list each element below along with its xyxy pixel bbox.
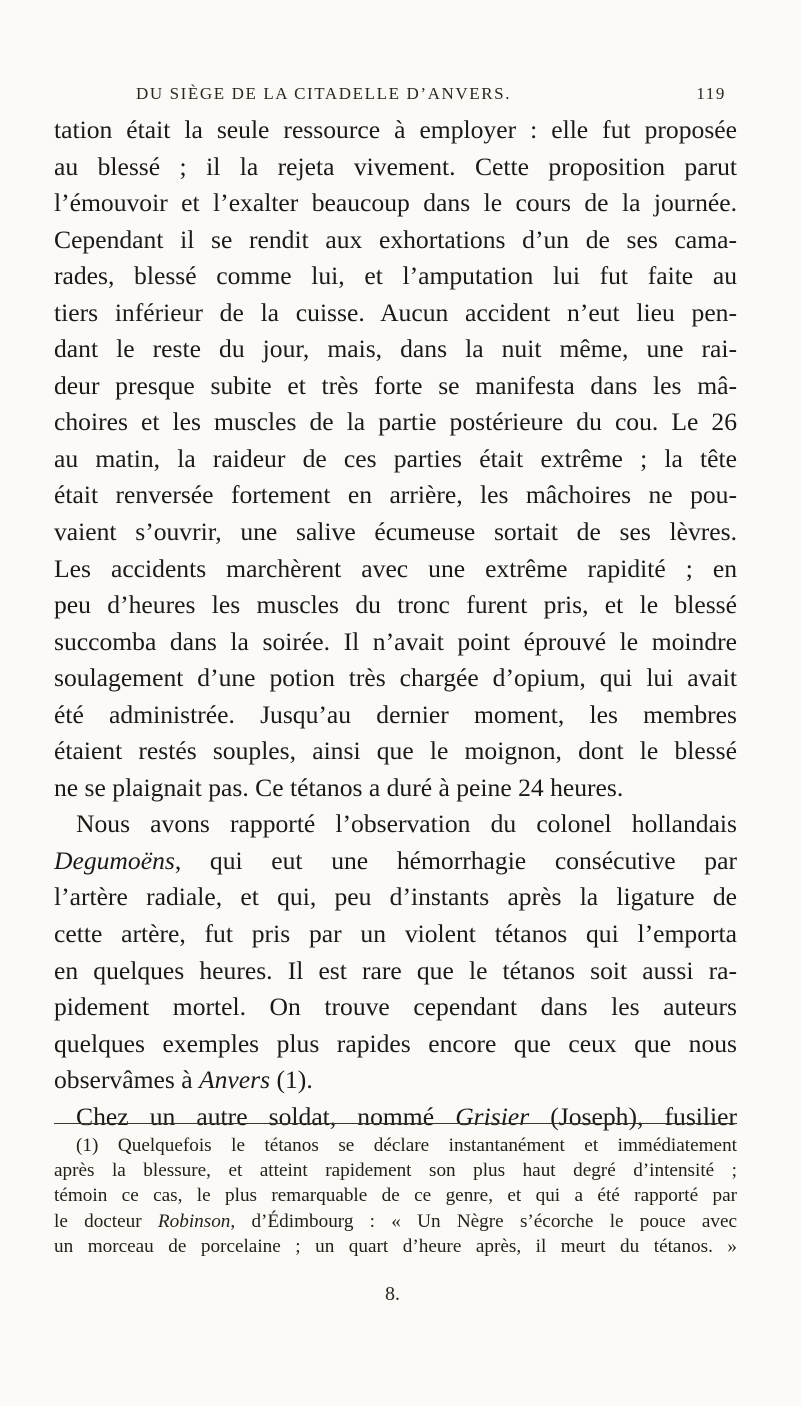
footnote-separator	[54, 1123, 737, 1124]
text-line: cette artère, fut pris par un violent tétanos qui l’emporta	[54, 919, 737, 949]
text-line: dant le reste du jour, mais, dans la nuit même, une rai-	[54, 334, 737, 364]
text-line: Nous avons rapporté l’observation du colonel hollandais	[76, 809, 737, 839]
text-line: l’artère radiale, et qui, peu d’instants après la ligature de	[54, 882, 737, 912]
text-line: peu d’heures les muscles du tronc furent pris, et le blessé	[54, 590, 737, 620]
footnote-reference: (1).	[276, 1065, 313, 1095]
running-head	[136, 84, 726, 108]
text-line-start: Chez un autre soldat, nommé	[76, 1101, 435, 1131]
name-robinson: Robinson	[157, 1210, 231, 1232]
text-line: Cependant il se rendit aux exhortations d’un de ses cama-	[54, 224, 737, 254]
running-head-title: DU SIÈGE DE LA CITADELLE D’ANVERS.	[136, 84, 512, 103]
text-line: l’émouvoir et l’exalter beaucoup dans le cours de la journée.	[54, 188, 737, 218]
text-line: pidement mortel. On trouve cependant dans les auteurs	[54, 992, 737, 1022]
place-anvers: Anvers	[199, 1065, 271, 1095]
text-line-with-name	[54, 1099, 737, 1136]
signature-mark: 8.	[385, 1283, 400, 1305]
footnote-line-with-name	[54, 1209, 737, 1234]
footnote-line-rest: , d’Édimbourg : « Un Nègre s’écorche le pouce avec	[230, 1210, 737, 1232]
text-line: Les accidents marchèrent avec une extrême rapidité ; en	[54, 553, 737, 583]
name-grisier: Grisier	[455, 1101, 530, 1131]
name-degumoens: Degumoëns	[54, 845, 175, 875]
text-line: en quelques heures. Il est rare que le tétanos soit aussi ra-	[54, 955, 737, 985]
footnote-line-start: le docteur	[54, 1210, 142, 1232]
text-line-rest: (Joseph), fusilier	[550, 1101, 738, 1131]
text-line-rest: , qui eut une hémorrhagie consécutive par	[174, 845, 737, 875]
text-line: succomba dans la soirée. Il n’avait point éprouvé le moindre	[54, 626, 737, 656]
text-line: tation était la seule ressource à employer : elle fut proposée	[54, 115, 737, 144]
text-line: rades, blessé comme lui, et l’amputation lui fut faite au	[54, 261, 737, 291]
text-line-with-place	[54, 1062, 737, 1099]
footnote	[54, 1133, 737, 1259]
page-number: 119	[696, 84, 726, 103]
text-line-with-name	[54, 843, 737, 880]
text-line: vaient s’ouvrir, une salive écumeuse sortait de ses lèvres.	[54, 517, 737, 547]
text-line: tiers inférieur de la cuisse. Aucun accident n’eut lieu pen-	[54, 297, 737, 327]
main-text	[54, 112, 737, 1135]
text-line: soulagement d’une potion très chargée d’opium, qui lui avait	[54, 663, 737, 693]
text-line: était renversée fortement en arrière, les mâchoires ne pou-	[54, 480, 737, 510]
text-line: deur presque subite et très forte se manifesta dans les mâ-	[54, 370, 737, 400]
text-line: quelques exemples plus rapides encore que ceux que nous	[54, 1028, 737, 1058]
text-line: étaient restés souples, ainsi que le moignon, dont le blessé	[54, 736, 737, 766]
footnote-line: (1) Quelquefois le tétanos se déclare instantanément et immédiatement	[76, 1135, 737, 1156]
text-line: au matin, la raideur de ces parties était extrême ; la tête	[54, 443, 737, 473]
text-line: choires et les muscles de la partie postérieure du cou. Le 26	[54, 407, 737, 437]
text-line: ne se plaignait pas. Ce tétanos a duré à peine 24 heures.	[54, 772, 624, 802]
text-line-start: observâmes à	[54, 1065, 193, 1095]
footnote-line: un morceau de porcelaine ; un quart d’heure après, il meurt du tétanos. »	[54, 1235, 737, 1257]
text-line: au blessé ; il la rejeta vivement. Cette proposition parut	[54, 151, 737, 181]
footnote-line: après la blessure, et atteint rapidement son plus haut degré d’intensité ;	[54, 1160, 737, 1182]
footnote-line: témoin ce cas, le plus remarquable de ce genre, et qui a été rapporté par	[54, 1185, 737, 1207]
text-line: été administrée. Jusqu’au dernier moment, les membres	[54, 699, 737, 729]
